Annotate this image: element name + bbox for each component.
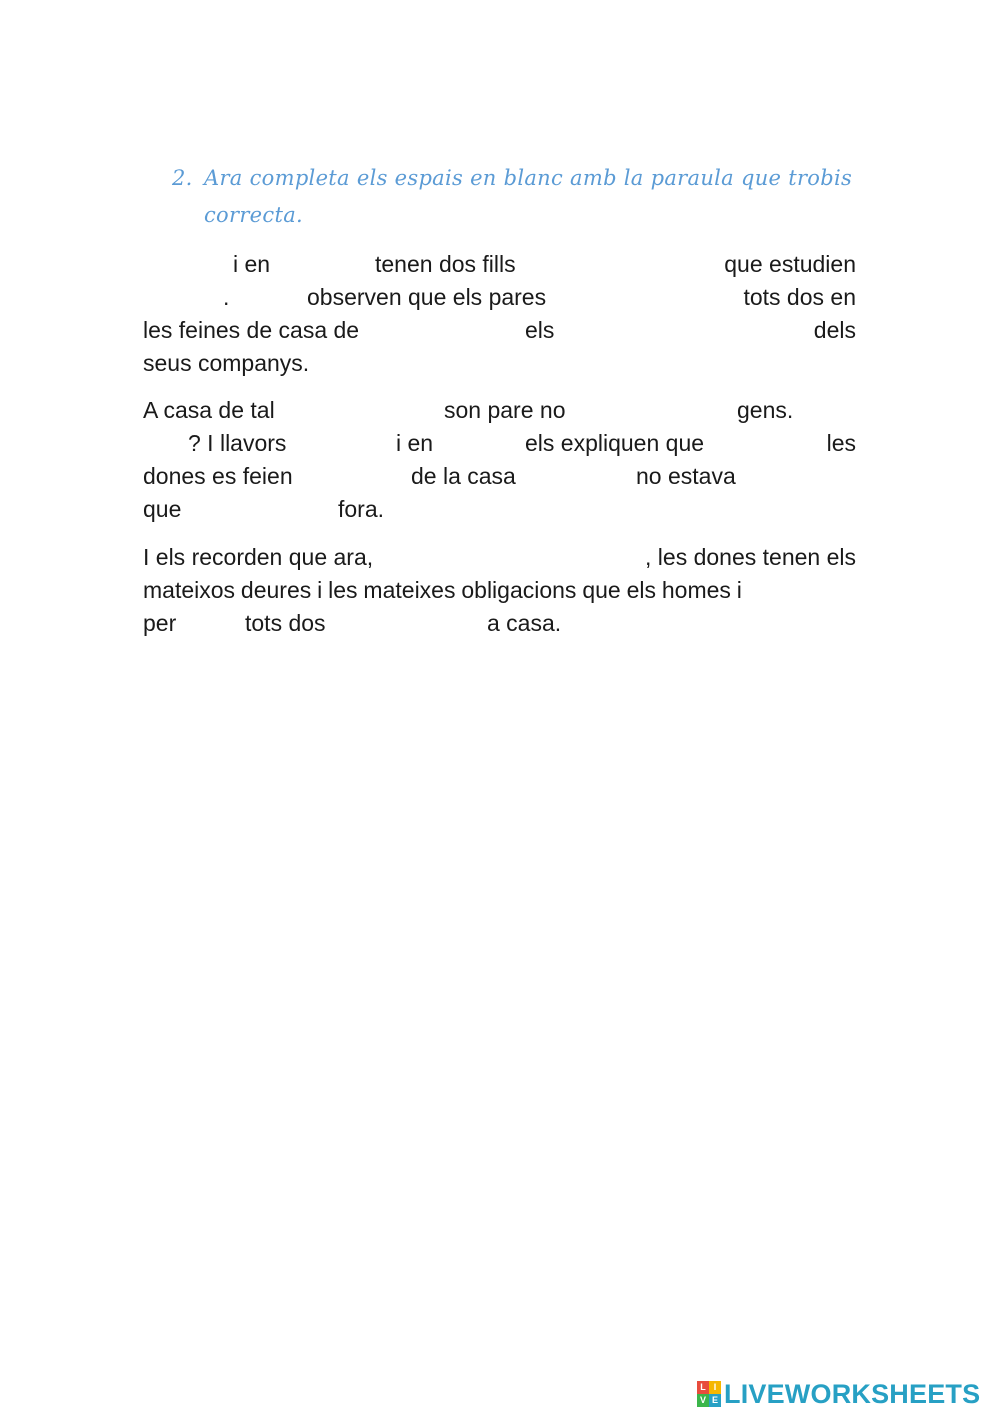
text-fragment: tenen dos fills bbox=[375, 251, 516, 277]
logo-mark-letter: L bbox=[697, 1381, 709, 1394]
liveworksheets-logo bbox=[697, 1378, 980, 1410]
blank-input[interactable] bbox=[438, 544, 583, 570]
text-fragment: A casa de tal bbox=[143, 397, 275, 423]
blank-input[interactable] bbox=[813, 397, 856, 423]
text-fragment: que estudien bbox=[724, 251, 856, 277]
paragraph-1-line-2 bbox=[143, 282, 856, 312]
text-fragment: les feines de casa de bbox=[143, 317, 360, 343]
blank-input[interactable] bbox=[143, 430, 183, 456]
paragraph-1-line-4 bbox=[143, 348, 856, 378]
blank-input[interactable] bbox=[568, 317, 798, 343]
blank-input[interactable] bbox=[308, 430, 393, 456]
paragraph-2-line-1 bbox=[143, 395, 856, 425]
blank-input[interactable] bbox=[743, 430, 818, 456]
logo-text: LIVEWORKSHEETS bbox=[724, 1378, 981, 1409]
text-fragment: son pare no bbox=[444, 397, 566, 423]
text-fragment: i en bbox=[396, 430, 434, 456]
blank-input[interactable] bbox=[285, 251, 370, 277]
text-fragment: els bbox=[525, 317, 555, 343]
text-fragment: tots dos en bbox=[743, 284, 856, 310]
text-fragment: . bbox=[223, 284, 230, 310]
blank-input[interactable] bbox=[318, 397, 438, 423]
paragraph-2-line-3 bbox=[143, 461, 856, 491]
blank-input[interactable] bbox=[543, 463, 631, 489]
text-fragment: a casa. bbox=[487, 610, 562, 636]
text-fragment: no estava bbox=[636, 463, 736, 489]
exercise-heading bbox=[172, 160, 862, 234]
logo-mark-letter: E bbox=[709, 1394, 721, 1407]
blank-input[interactable] bbox=[763, 463, 856, 489]
text-fragment: de la casa bbox=[411, 463, 516, 489]
text-fragment: per bbox=[143, 610, 177, 636]
text-fragment: dones es feien bbox=[143, 463, 293, 489]
text-fragment: tots dos bbox=[245, 610, 326, 636]
paragraph-2-line-2 bbox=[143, 428, 856, 458]
exercise-instruction: Ara completa els espais en blanc amb la paraula que trobis correcta. bbox=[204, 166, 853, 227]
text-fragment: I els recorden que ara, bbox=[143, 544, 374, 570]
paragraph-2-line-4 bbox=[143, 494, 856, 524]
text-fragment: observen que els pares bbox=[307, 284, 547, 310]
blank-input[interactable] bbox=[445, 430, 520, 456]
blank-input[interactable] bbox=[238, 284, 303, 310]
text-fragment: ? I llavors bbox=[188, 430, 287, 456]
text-fragment: els expliquen que bbox=[525, 430, 705, 456]
paragraph-1-line-3 bbox=[143, 315, 856, 345]
text-fragment: seus companys. bbox=[143, 350, 310, 376]
blank-input[interactable] bbox=[408, 317, 518, 343]
text-fragment: fora. bbox=[338, 496, 385, 522]
blank-input[interactable] bbox=[323, 463, 408, 489]
paragraph-3-line-3 bbox=[143, 608, 856, 638]
blank-input[interactable] bbox=[143, 251, 228, 277]
blank-input[interactable] bbox=[348, 610, 483, 636]
text-fragment: i en bbox=[233, 251, 271, 277]
text-fragment: les bbox=[826, 430, 856, 456]
paragraph-3-line-1 bbox=[143, 542, 856, 572]
blank-input[interactable] bbox=[588, 284, 723, 310]
logo-mark-icon bbox=[697, 1381, 721, 1407]
text-fragment: dels bbox=[813, 317, 856, 343]
blank-input[interactable] bbox=[603, 397, 733, 423]
text-fragment: gens. bbox=[737, 397, 794, 423]
exercise-number: 2. bbox=[172, 166, 193, 190]
blank-input[interactable] bbox=[555, 251, 695, 277]
text-fragment: mateixos deures i les mateixes obligacions que els homes i bbox=[143, 577, 742, 603]
text-fragment: , les dones tenen els bbox=[645, 544, 856, 570]
logo-mark-letter: I bbox=[709, 1381, 721, 1394]
logo-mark-letter: V bbox=[697, 1394, 709, 1407]
blank-input[interactable] bbox=[143, 284, 218, 310]
paragraph-1-line-1 bbox=[143, 249, 856, 279]
blank-input[interactable] bbox=[188, 610, 243, 636]
paragraph-3-line-2 bbox=[143, 575, 856, 605]
blank-input[interactable] bbox=[195, 496, 335, 522]
text-fragment: que bbox=[143, 496, 182, 522]
